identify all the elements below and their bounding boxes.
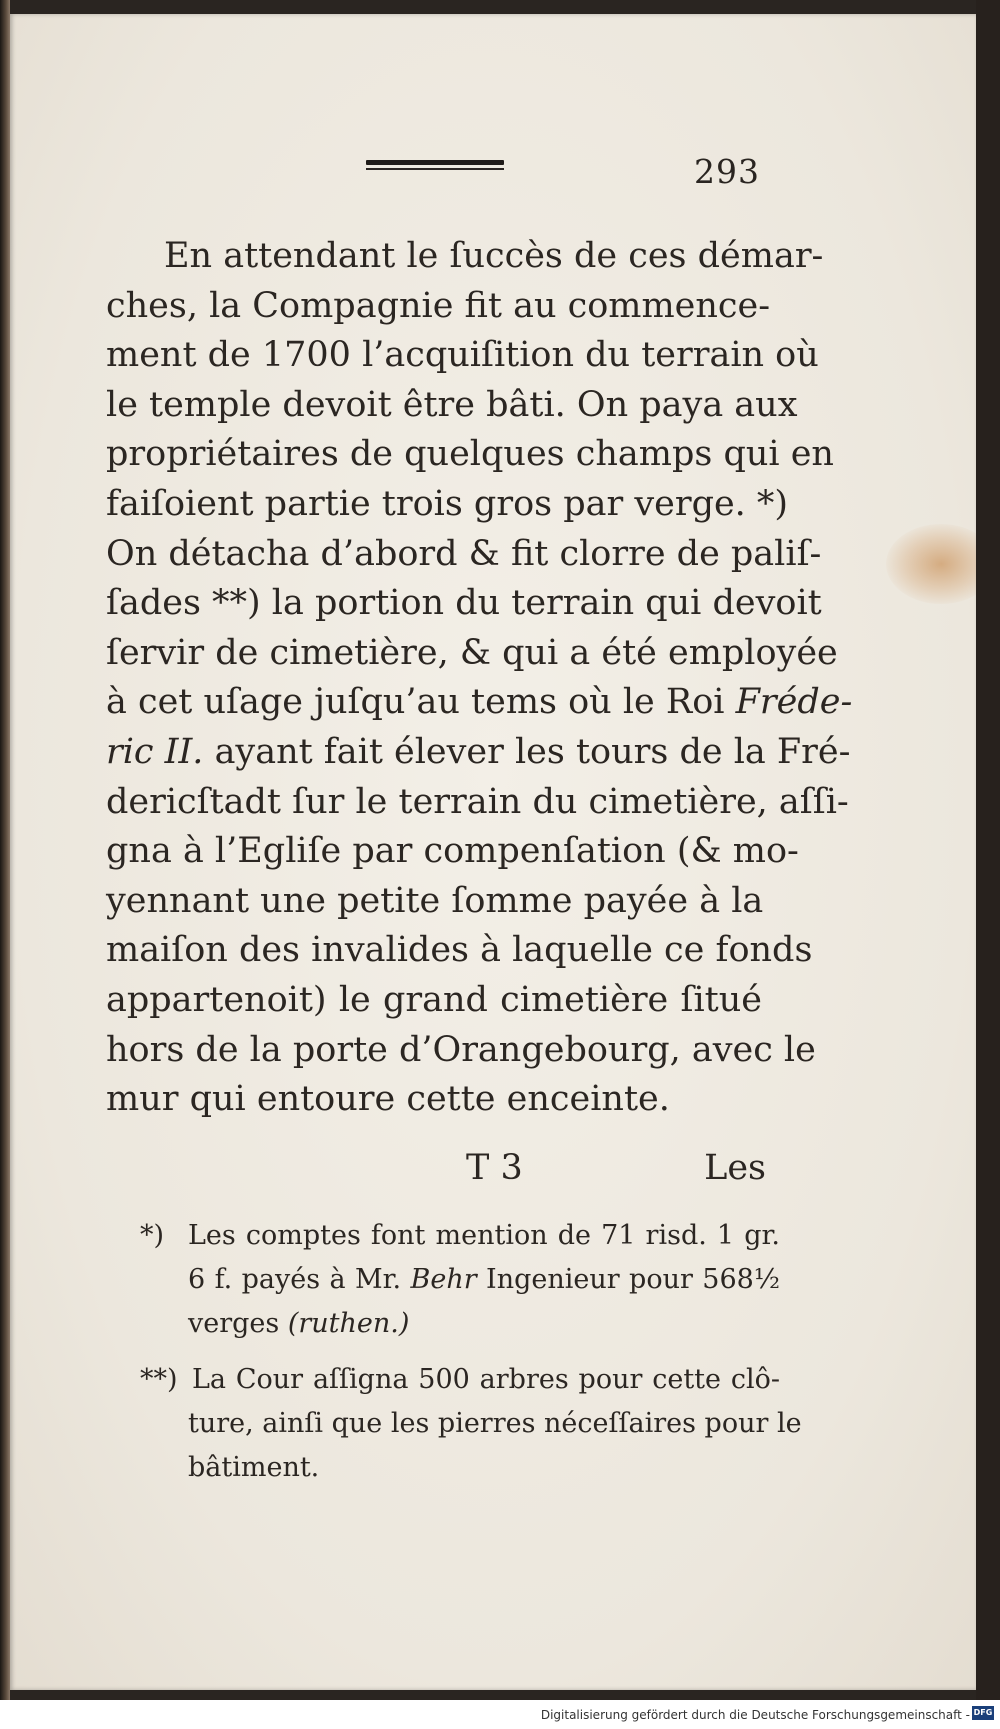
signature-mark: T 3 xyxy=(466,1148,523,1188)
body-line: ſades **) la portion du terrain qui devoit xyxy=(106,583,822,624)
footnote-line-mixed xyxy=(140,1302,780,1346)
body-line: gna à l’Egliſe par compenſation (& mo- xyxy=(106,831,799,872)
footnote-text: Ingenieur pour 568½ xyxy=(476,1264,780,1295)
footnote-2 xyxy=(140,1358,802,1490)
italic-term: (ruthen.) xyxy=(287,1308,410,1339)
body-line: ment de 1700 l’acquiſition du terrain où xyxy=(106,335,819,376)
page-number: 293 xyxy=(694,152,760,191)
body-line-text: ayant fait élever les tours de la Fré- xyxy=(203,731,851,772)
footnote-line: Les comptes font mention de 71 risd. 1 gr. xyxy=(188,1220,780,1251)
italic-name: Behr xyxy=(410,1264,477,1295)
body-line-mixed xyxy=(106,678,853,728)
book-binding-edge xyxy=(0,0,10,1700)
body-line: ſervir de cimetière, & qui a été employée xyxy=(106,632,838,673)
body-line: faiſoient partie trois gros par verge. *) xyxy=(106,483,789,524)
footnote-marker: **) xyxy=(140,1364,178,1395)
body-line: le temple devoit être bâti. On paya aux xyxy=(106,384,798,425)
footnote-line: La Cour aſſigna 500 arbres pour cette clô- xyxy=(192,1364,780,1395)
dfg-logo-icon: DFG xyxy=(972,1706,994,1720)
body-line: appartenoit) le grand cimetière ſitué xyxy=(106,979,762,1020)
footer-credit: Digitalisierung gefördert durch die Deutsche Forschungsgemeinschaft - xyxy=(540,1708,970,1722)
footer-bar xyxy=(0,1700,1000,1729)
body-line: propriétaires de quelques champs qui en xyxy=(106,434,834,475)
catchword: Les xyxy=(704,1148,766,1188)
footnote-line: bâtiment. xyxy=(188,1452,320,1483)
footnote-text: 6 f. payés à Mr. xyxy=(188,1264,411,1295)
body-line: En attendant le ſuccès de ces démar- xyxy=(164,236,824,276)
body-line: On détacha d’abord & fit clorre de paliſ- xyxy=(106,533,822,574)
header-rule-thick xyxy=(366,160,504,165)
header-rule-thin xyxy=(366,168,504,170)
italic-name: ric II. xyxy=(106,731,204,772)
italic-name: Fréde- xyxy=(735,682,853,723)
body-paragraph xyxy=(106,232,853,1125)
footnote-marker: *) xyxy=(140,1220,165,1251)
catchline xyxy=(106,1148,766,1198)
body-line: hors de la porte d’Orangebourg, avec le xyxy=(106,1029,816,1070)
footnotes xyxy=(140,1214,802,1502)
footnote-line: ture, ainſi que les pierres néceſſaires pour le xyxy=(188,1408,802,1439)
body-line-mixed xyxy=(106,728,851,778)
page-edge xyxy=(976,0,1000,1700)
header-rule xyxy=(366,160,504,170)
body-line: maiſon des invalides à laquelle ce fonds xyxy=(106,930,813,971)
body-line: mur qui entoure cette enceinte. xyxy=(106,1079,670,1120)
footnote-text: verges xyxy=(188,1308,288,1339)
body-line: yennant une petite ſomme payée à la xyxy=(106,880,764,921)
footnote-1 xyxy=(140,1214,780,1346)
footnote-line-mixed xyxy=(140,1258,780,1302)
body-line-text: à cet uſage juſqu’au tems où le Roi xyxy=(106,682,736,723)
body-line: dericſtadt ſur le terrain du cimetière, aſſi- xyxy=(106,781,849,822)
body-line: ches, la Compagnie fit au commence- xyxy=(106,285,771,326)
